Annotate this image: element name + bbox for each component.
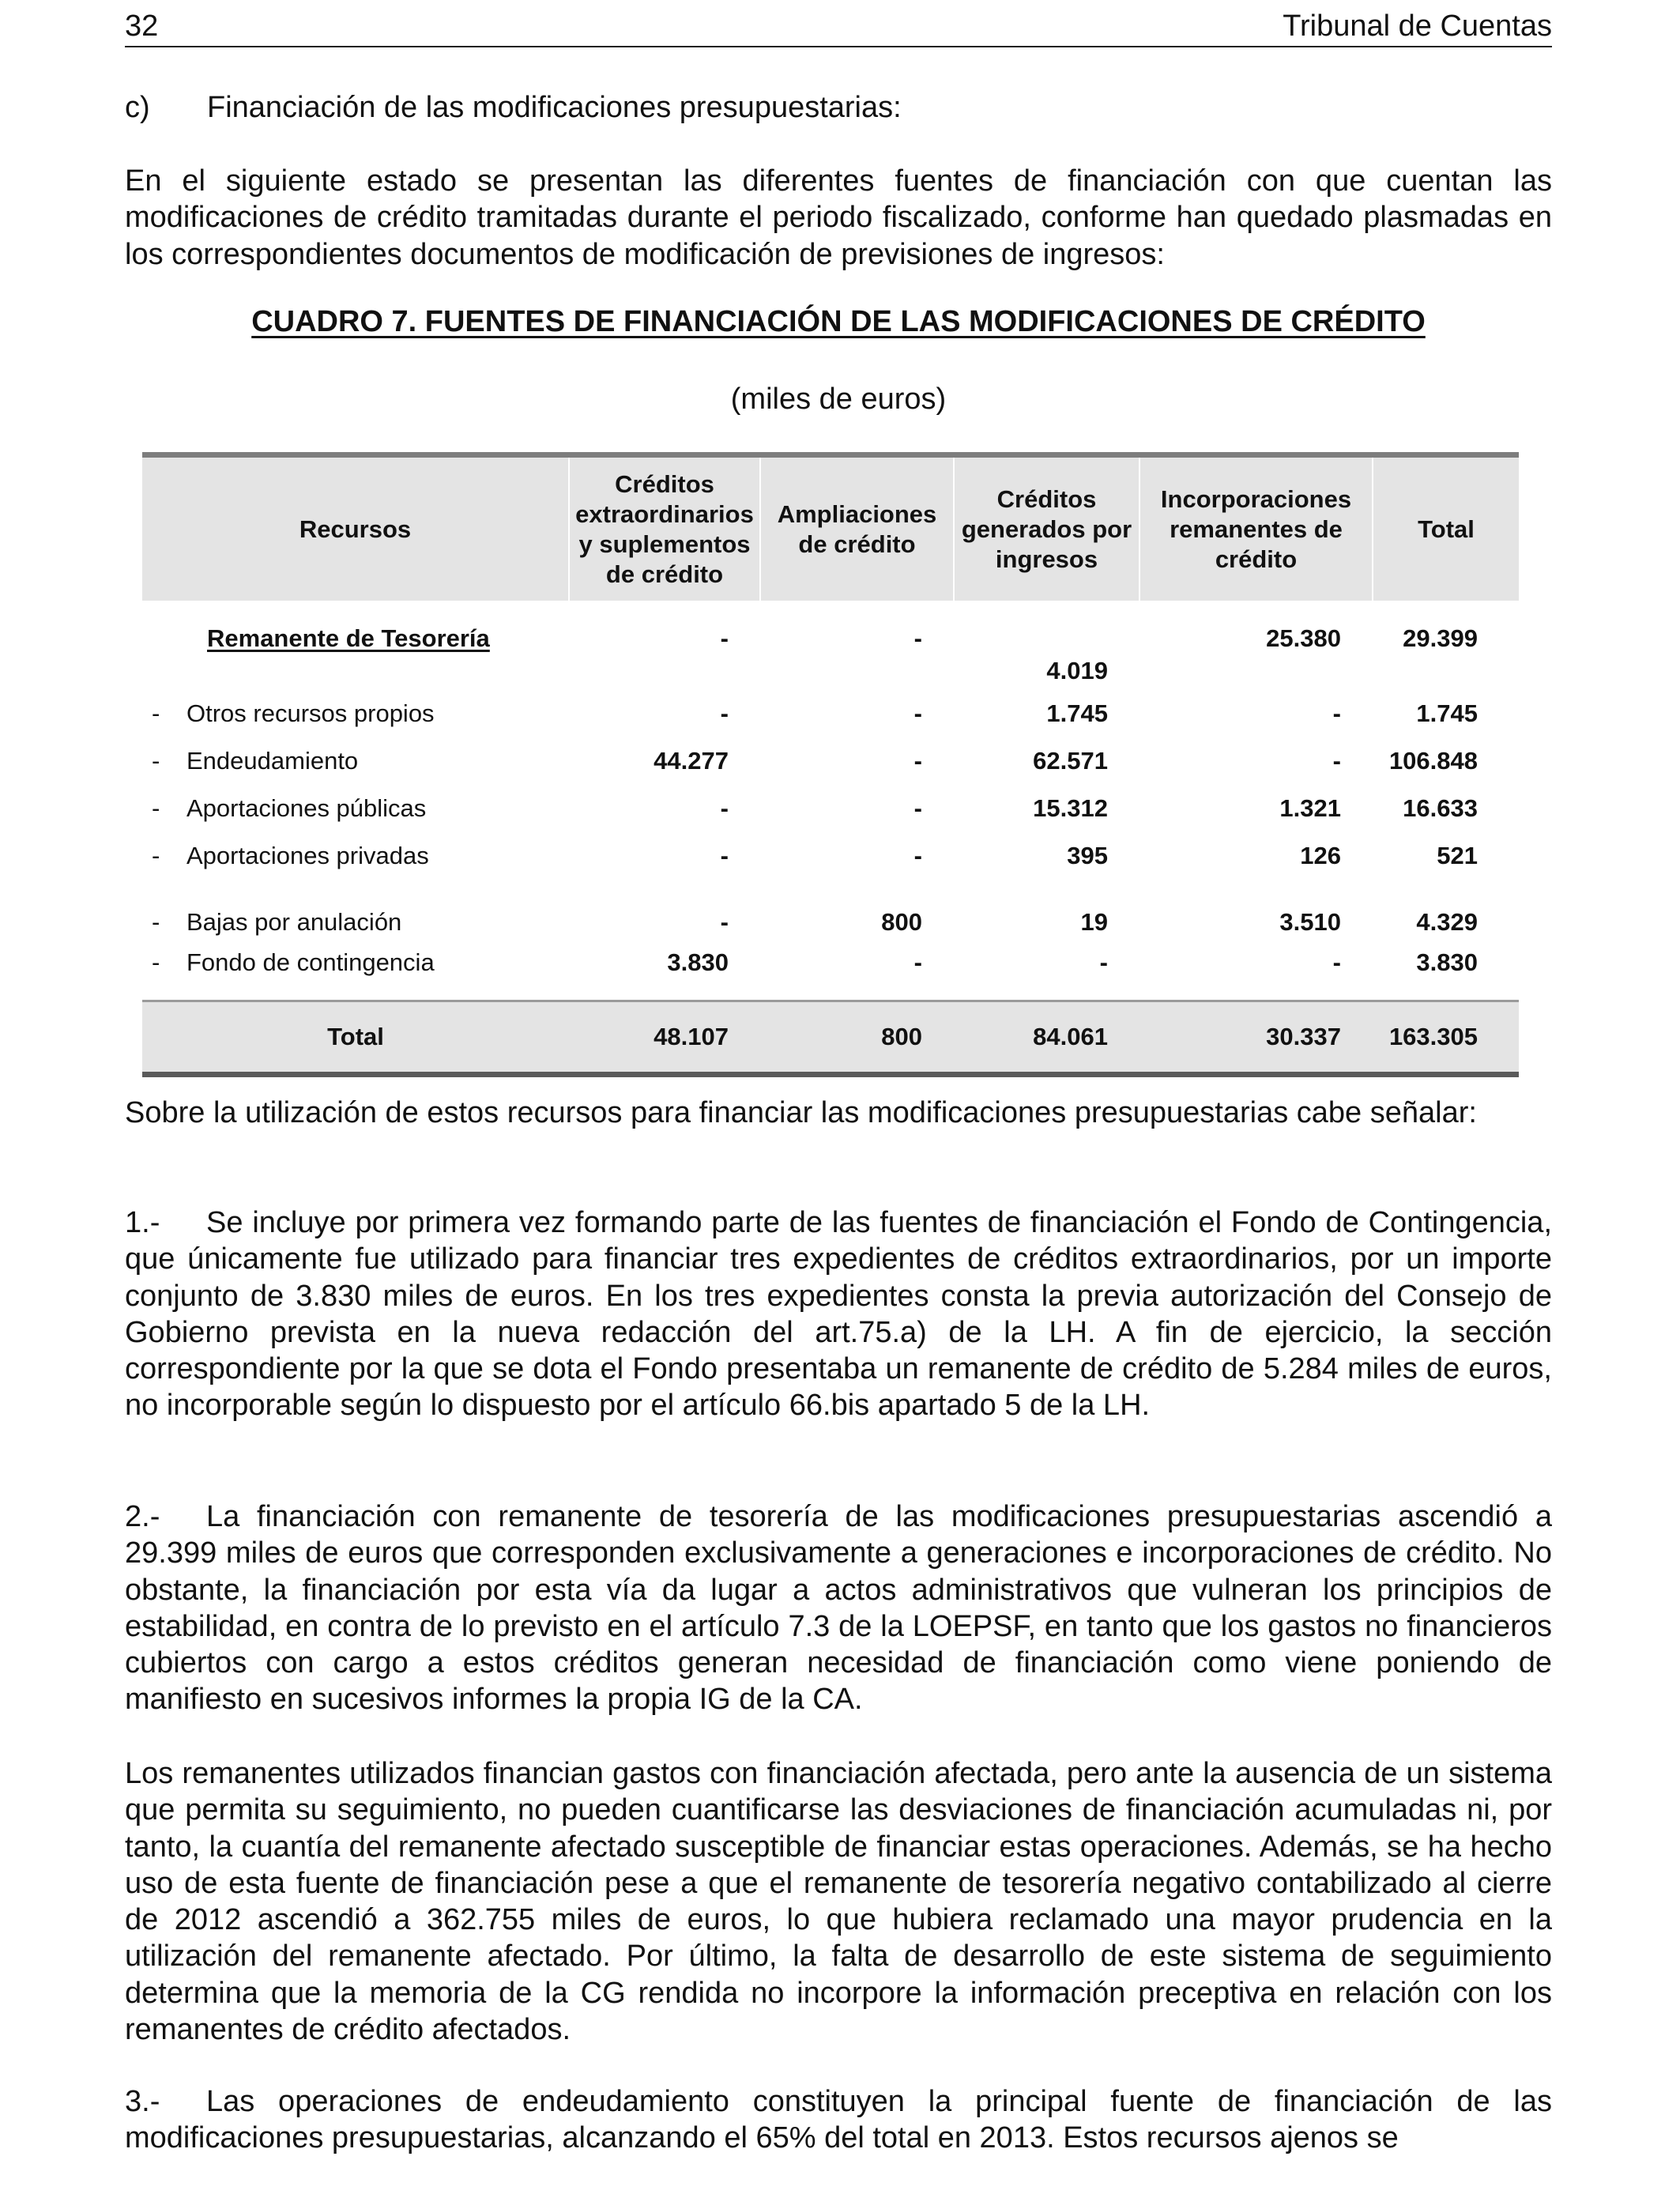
cell: 3.830 — [667, 948, 729, 976]
point-number: 1.- — [125, 1206, 160, 1239]
cell: 30.337 — [1139, 1001, 1373, 1075]
row-label: Remanente de Tesorería — [207, 624, 490, 652]
financing-table — [142, 452, 1519, 1077]
point-text: Las operaciones de endeudamiento constituyen la principal fuente de financiación de las modificaciones presupuestarias, alcanzando el 65% del total en 2013. Estos recursos ajenos se — [125, 2085, 1552, 2155]
row-dash: - — [152, 842, 160, 869]
cell: 126 — [1300, 842, 1341, 869]
cell: 25.380 — [1266, 624, 1341, 652]
table-header-row — [142, 455, 1519, 601]
cell: 3.510 — [1279, 908, 1341, 936]
point-text: Se incluye por primera vez formando parte de las fuentes de financiación el Fondo de Contingencia, que únicamente fue utilizado para financiar tres expedientes de créditos extraordinarios, por un importe conjunto de 3.830 miles de euros. En los tres expedientes consta la previa autorización del Consejo de Gobierno prevista en la nueva redacción del art.75.a) de la LH. A fin de ejercicio, la sección correspondiente por la que se dota el Fondo presentaba un remanente de crédito de 5.284 miles de euros, no incorporable según lo dispuesto por el artículo 66.bis apartado 5 de la LH. — [125, 1206, 1552, 1423]
point-1-paragraph — [125, 1204, 1552, 1424]
cell: 44.277 — [654, 747, 729, 775]
cell: - — [1332, 948, 1341, 976]
header-recursos: Recursos — [142, 455, 569, 601]
point-number: 3.- — [125, 2085, 160, 2118]
cell: 4.329 — [1416, 908, 1478, 936]
cell: 800 — [881, 908, 922, 936]
cell: 800 — [760, 1001, 954, 1075]
row-dash: - — [152, 794, 160, 822]
table-row-remanente — [142, 624, 1519, 690]
header-creditos-extraordinarios: Créditos extraordinarios y suplementos de crédito — [569, 455, 760, 601]
header-creditos-generados: Créditos generados por ingresos — [954, 455, 1139, 601]
section-heading — [125, 89, 902, 126]
cell: 163.305 — [1373, 1001, 1519, 1075]
cell: 3.830 — [1416, 948, 1478, 976]
page-header — [125, 6, 1552, 47]
row-label: Bajas por anulación — [186, 908, 402, 936]
cell: - — [913, 624, 922, 652]
total-label: Total — [142, 1001, 569, 1075]
table-row — [142, 943, 1519, 982]
cell: 106.848 — [1388, 747, 1478, 775]
row-label: Fondo de contingencia — [186, 948, 435, 976]
cell: 16.633 — [1403, 794, 1478, 822]
header-organization: Tribunal de Cuentas — [1283, 9, 1552, 43]
table-row-total — [142, 1001, 1519, 1075]
cell: - — [913, 794, 922, 822]
cell: - — [913, 699, 922, 727]
table-row — [142, 832, 1519, 880]
cell: 4.019 — [1046, 657, 1108, 684]
cell: 15.312 — [1033, 794, 1108, 822]
table-row — [142, 785, 1519, 832]
point-number: 2.- — [125, 1500, 160, 1533]
table-row — [142, 737, 1519, 785]
section-label: c) — [125, 91, 150, 124]
cell: - — [720, 908, 729, 936]
table-row — [142, 880, 1519, 943]
cell: - — [720, 624, 729, 652]
cell: 521 — [1437, 842, 1478, 869]
cell: 84.061 — [954, 1001, 1139, 1075]
point-2-paragraph — [125, 1498, 1552, 1718]
cell: 1.745 — [1046, 699, 1108, 727]
cell: 29.399 — [1403, 624, 1478, 652]
row-dash: - — [152, 699, 160, 727]
cell: 1.745 — [1416, 699, 1478, 727]
row-dash: - — [152, 747, 160, 775]
row-label: Endeudamiento — [186, 747, 359, 775]
table-units: (miles de euros) — [730, 383, 947, 416]
cell: 395 — [1067, 842, 1108, 869]
table-title: CUADRO 7. FUENTES DE FINANCIACIÓN DE LAS MODIFICACIONES DE CRÉDITO — [251, 305, 1426, 338]
remanentes-paragraph: Los remanentes utilizados financian gastos con financiación afectada, pero ante la ausencia de un sistema que permita su seguimiento, no pueden cuantificarse las desviaciones de financiación acumuladas ni, por tanto, la cuantía del remanente afectado susceptible de financiar estas operaciones. Además, se ha hecho uso de esta fuente de financiación pese a que el remanente de tesorería negativo contabilizado al cierre de 2012 ascendió a 362.755 miles de euros, lo que hubiera reclamado una mayor prudencia en la utilización del remanente afectado. Por último, la falta de desarrollo de este sistema de seguimiento determina que la memoria de la CG rendida no incorpore la información preceptiva en relación con los remanentes de crédito afectados. — [125, 1757, 1552, 2047]
row-label: Aportaciones privadas — [186, 842, 429, 869]
cell: - — [1332, 747, 1341, 775]
cell: - — [913, 948, 922, 976]
cell: 19 — [1080, 908, 1108, 936]
header-total: Total — [1373, 455, 1519, 601]
cell: - — [720, 794, 729, 822]
cell: - — [1099, 948, 1108, 976]
row-dash: - — [152, 908, 160, 936]
header-incorporaciones: Incorporaciones remanentes de crédito — [1139, 455, 1373, 601]
intro-paragraph: En el siguiente estado se presentan las diferentes fuentes de financiación con que cuentan las modificaciones de crédito tramitadas durante el periodo fiscalizado, conforme han quedado plasmadas en los correspondientes documentos de modificación de previsiones de ingresos: — [125, 164, 1552, 271]
cell: - — [720, 842, 729, 869]
cell: 48.107 — [569, 1001, 760, 1075]
cell: - — [720, 699, 729, 727]
header-ampliaciones: Ampliaciones de crédito — [760, 455, 954, 601]
cell: 1.321 — [1279, 794, 1341, 822]
row-label: Aportaciones públicas — [186, 794, 427, 822]
table-row — [142, 690, 1519, 737]
page-number: 32 — [125, 9, 159, 43]
section-title: Financiación de las modificaciones presupuestarias: — [207, 91, 902, 124]
point-3-paragraph — [125, 2083, 1552, 2157]
cell: 62.571 — [1033, 747, 1108, 775]
row-label: Otros recursos propios — [186, 699, 435, 727]
cell: - — [913, 747, 922, 775]
after-table-paragraph: Sobre la utilización de estos recursos para financiar las modificaciones presupuestarias cabe señalar: — [125, 1096, 1477, 1129]
cell: - — [913, 842, 922, 869]
point-text: La financiación con remanente de tesorería de las modificaciones presupuestarias ascendió a 29.399 miles de euros que corresponden exclusivamente a generaciones e incorporaciones de crédito. No obstante, la financiación por esta vía da lugar a actos administrativos que vulneran los principios de estabilidad, en contra de lo previsto en el artículo 7.3 de la LOEPSF, en tanto que los gastos no financieros cubiertos con cargo a estos créditos generan necesidad de financiación como viene poniendo de manifiesto en sucesivos informes la propia IG de la CA. — [125, 1500, 1552, 1717]
row-dash: - — [152, 948, 160, 976]
cell: - — [1332, 699, 1341, 727]
